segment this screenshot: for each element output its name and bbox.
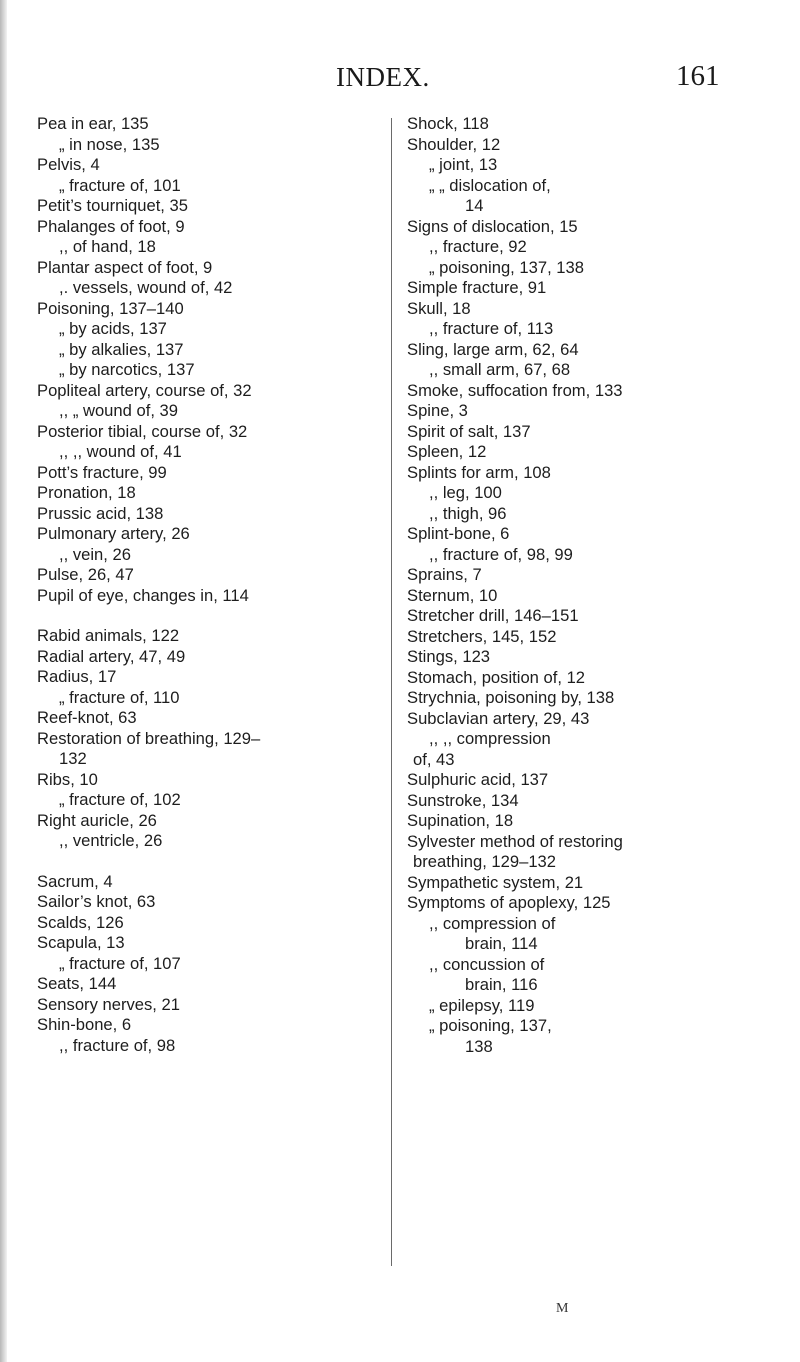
column-divider [391,118,392,1266]
index-entry: ,, ventricle, 26 [59,831,163,850]
index-entry: 132 [59,749,87,768]
index-entry: Popliteal artery, course of, 32 [37,380,252,400]
index-entry: Posterior tibial, course of, 32 [37,421,248,441]
index-entry: ,, vein, 26 [59,544,131,564]
index-entry: Phalanges of foot, 9 [37,216,185,236]
index-entry: ,, of hand, 18 [59,237,156,256]
index-entry: Stretchers, 145, 152 [407,626,557,646]
index-entry: Restoration of breathing, 129– [37,728,261,748]
index-entry: Stings, 123 [407,647,491,666]
index-entry: Petit’s tourniquet, 35 [37,196,188,215]
index-entry: „ joint, 13 [429,155,498,174]
index-entry: ,, thigh, 96 [429,503,507,523]
index-entry: brain, 116 [465,975,538,994]
index-entry: Prussic acid, 138 [37,503,164,523]
index-entry: „ by narcotics, 137 [59,360,195,379]
index-entry: Stomach, position of, 12 [407,667,586,687]
index-entry: Sacrum, 4 [37,871,113,891]
index-entry: „ by acids, 137 [59,319,167,338]
index-entry: ,, concussion of [429,954,545,974]
index-entry: Pronation, 18 [37,483,136,502]
index-entry: Signs of dislocation, 15 [407,216,578,236]
index-entry: „ poisoning, 137, 138 [429,257,584,277]
index-entry: Simple fracture, 91 [407,278,547,297]
index-entry: Radial artery, 47, 49 [37,646,186,666]
index-entry: Right auricle, 26 [37,810,157,830]
index-entry: Poisoning, 137–140 [37,298,184,318]
index-entry: Shoulder, 12 [407,134,501,154]
index-entry: Sensory nerves, 21 [37,994,180,1014]
index-entry: „ „ dislocation of, [429,175,551,195]
index-entry: Pea in ear, 135 [37,114,149,133]
index-entry: Sulphuric acid, 137 [407,770,549,789]
section-gap [37,852,377,872]
index-entry: brain, 114 [465,934,538,953]
index-entry: Sympathetic system, 21 [407,872,584,892]
index-entry: ,, ,, wound of, 41 [59,442,182,461]
index-entry: Splints for arm, 108 [407,462,551,482]
signature-mark: M [556,1301,569,1316]
index-entry: Rabid animals, 122 [37,626,180,645]
index-entry: Subclavian artery, 29, 43 [407,708,590,728]
index-entry: Sprains, 7 [407,565,482,584]
index-entry: Spleen, 12 [407,442,487,461]
page-title: INDEX. [336,62,430,92]
index-entry: ,, ,, compression [429,729,551,748]
page-number: 161 [676,60,720,92]
index-column-left [37,114,377,1056]
index-entry: 14 [465,196,484,215]
index-column-right [407,114,777,1057]
index-entry: Stretcher drill, 146–151 [407,606,579,625]
index-entry: Seats, 144 [37,974,117,993]
index-entry: Sternum, 10 [407,585,498,605]
index-entry: „ epilepsy, 119 [429,995,535,1015]
index-entry: Scalds, 126 [37,912,124,932]
index-entry: Symptoms of apoplexy, 125 [407,893,611,912]
index-entry: ,, „ wound of, 39 [59,401,178,420]
index-entry: „ fracture of, 107 [59,953,181,973]
index-entry: ,, compression of [429,913,556,933]
index-entry: Spirit of salt, 137 [407,421,531,441]
index-entry: „ in nose, 135 [59,134,160,154]
index-entry: Sylvester method of restoring [407,831,623,851]
index-entry: „ fracture of, 102 [59,790,181,809]
index-entry: Pupil of eye, changes in, 114 [37,585,249,605]
index-entry: Sling, large arm, 62, 64 [407,339,579,359]
index-entry: ,, fracture of, 98, 99 [429,544,573,564]
index-entry: Splint-bone, 6 [407,524,510,543]
index-entry: Plantar aspect of foot, 9 [37,257,213,277]
index-entry: Skull, 18 [407,298,471,318]
index-entry: Spine, 3 [407,401,468,420]
index-entry: Shin-bone, 6 [37,1015,132,1034]
index-entry: 138 [465,1036,493,1056]
index-entry: ,, fracture of, 113 [429,319,554,338]
index-entry: Pelvis, 4 [37,155,100,174]
index-entry: Smoke, suffocation from, 133 [407,380,623,400]
index-entry: „ fracture of, 110 [59,687,180,707]
index-entry: „ by alkalies, 137 [59,339,184,359]
page-binding-edge [0,0,7,1362]
page-header [0,62,800,102]
index-entry: ,, fracture, 92 [429,237,527,256]
index-entry: Strychnia, poisoning by, 138 [407,688,615,707]
index-entry: Shock, 118 [407,114,489,133]
index-entry: Ribs, 10 [37,769,98,789]
index-entry: ,, fracture of, 98 [59,1035,176,1055]
index-entry: ,, leg, 100 [429,483,502,502]
index-entry: Pott’s fracture, 99 [37,462,167,482]
index-entry: Reef-knot, 63 [37,708,137,727]
index-entry: Pulse, 26, 47 [37,565,134,584]
section-gap [37,606,377,626]
index-entry: Sailor’s knot, 63 [37,892,156,911]
index-entry: breathing, 129–132 [413,852,557,871]
index-entry: „ fracture of, 101 [59,175,181,195]
index-entry: „ poisoning, 137, [429,1016,552,1035]
index-entry: of, 43 [413,749,455,769]
index-entry: Pulmonary artery, 26 [37,524,190,543]
index-entry: Sunstroke, 134 [407,790,519,810]
index-entry: Supination, 18 [407,811,514,830]
index-entry: ,. vessels, wound of, 42 [59,278,233,297]
index-entry: ,, small arm, 67, 68 [429,360,571,379]
index-entry: Radius, 17 [37,667,117,686]
index-entry: Scapula, 13 [37,933,125,952]
